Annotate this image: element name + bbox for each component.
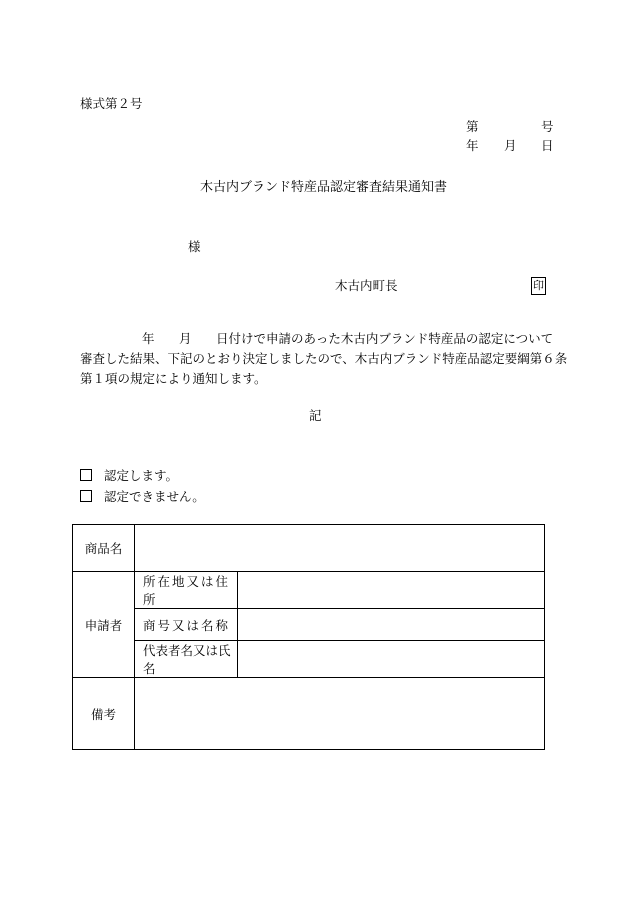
year-label: 年: [466, 138, 479, 153]
body-line-1: [80, 329, 552, 349]
seal-stamp: 印: [531, 277, 546, 295]
option-reject[interactable]: [80, 490, 205, 504]
address-field[interactable]: [238, 572, 545, 609]
option-approve[interactable]: [80, 469, 178, 483]
checkbox-icon[interactable]: [80, 469, 92, 481]
representative-field[interactable]: [238, 641, 545, 678]
body-line-3: 第１項の規定により通知します。: [80, 371, 267, 386]
representative-label: 代表者名又は氏名: [135, 641, 238, 678]
remarks-row: [73, 678, 545, 750]
month-label: 月: [504, 138, 517, 153]
document-title: 木古内ブランド特産品認定審査結果通知書: [200, 180, 448, 195]
remarks-field[interactable]: [135, 678, 545, 750]
trade-name-field[interactable]: [238, 609, 545, 641]
product-name-label: 商品名: [73, 525, 135, 572]
body-line-1-text: 日付けで申請のあった木古内ブランド特産品の認定について: [216, 331, 554, 346]
option-approve-label: 認定します。: [104, 468, 179, 483]
notice-body: [80, 329, 568, 389]
remarks-label: 備考: [73, 678, 135, 750]
option-reject-label: 認定できません。: [104, 489, 205, 504]
trade-name-label: 商号又は名称: [135, 609, 238, 641]
representative-row: [73, 641, 545, 678]
address-label: 所在地又は住所: [135, 572, 238, 609]
applicant-label: 申請者: [73, 572, 135, 678]
sender-name: 木古内町長: [335, 278, 398, 293]
recipient-suffix: 様: [188, 239, 201, 254]
details-table: [72, 524, 545, 750]
body-year-label: 年: [142, 331, 155, 346]
address-row: [73, 572, 545, 609]
body-month-label: 月: [179, 331, 192, 346]
ki-heading: 記: [309, 408, 322, 423]
number-prefix: 第: [466, 119, 479, 134]
product-name-row: [73, 525, 545, 572]
trade-name-row: [73, 609, 545, 641]
checkbox-icon[interactable]: [80, 490, 92, 502]
body-line-2: 審査した結果、下記のとおり決定しましたので、木古内ブランド特産品認定要綱第６条: [80, 351, 568, 366]
product-name-field[interactable]: [135, 525, 545, 572]
form-number-label: 様式第２号: [80, 96, 143, 111]
day-label: 日: [541, 138, 554, 153]
number-suffix: 号: [541, 119, 554, 134]
